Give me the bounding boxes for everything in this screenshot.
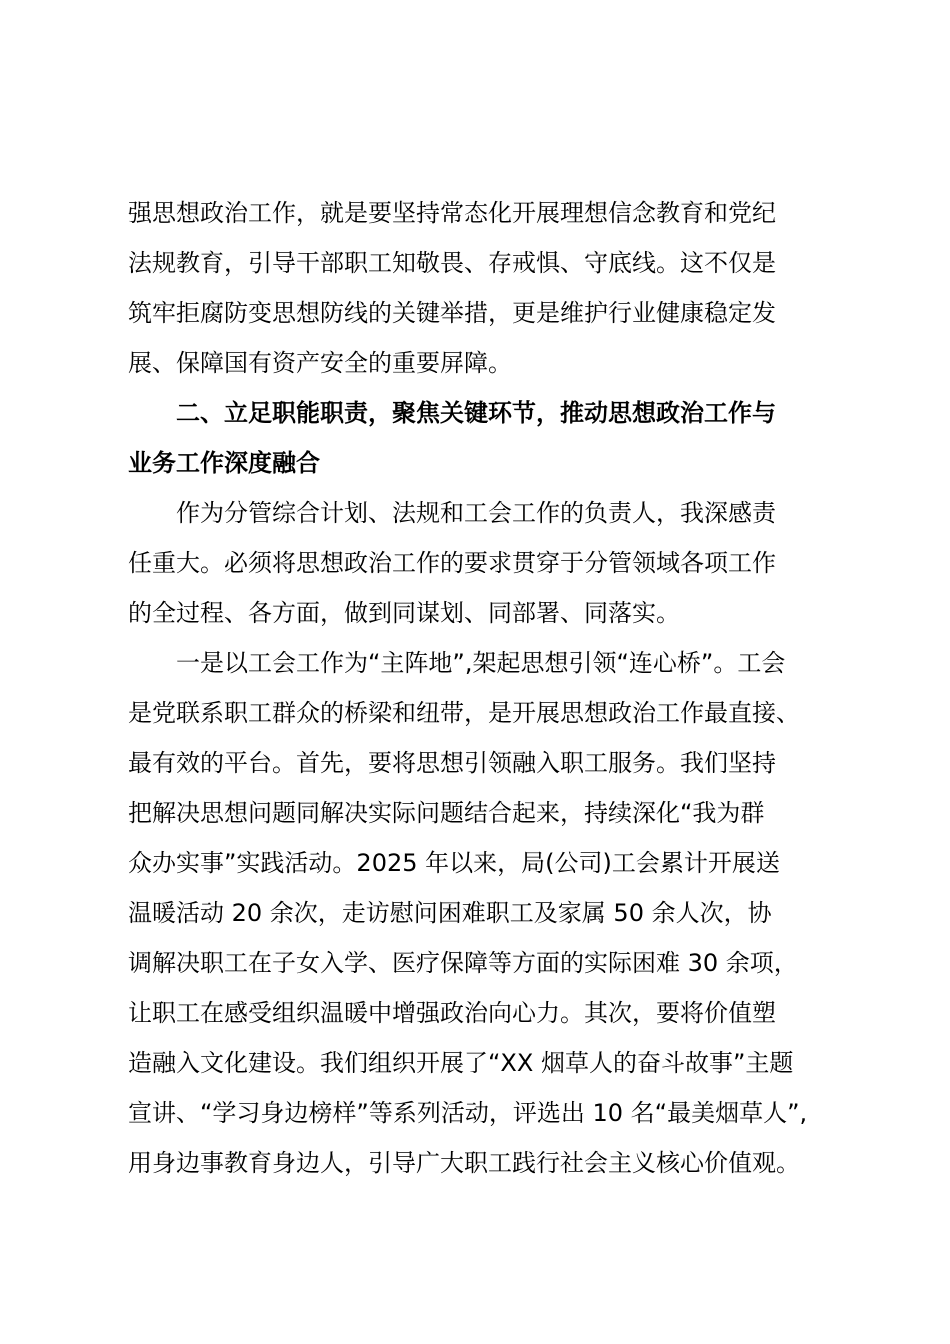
section-heading-line: 二、立足职能职责，聚焦关键环节，推动思想政治工作与 — [176, 399, 776, 427]
paragraph-line: 一是以工会工作为“主阵地”,架起思想引领“连心桥”。工会 — [176, 649, 786, 677]
paragraph-line: 造融入文化建设。我们组织开展了“XX 烟草人的奋斗故事”主题 — [128, 1049, 794, 1077]
paragraph-line: 作为分管综合计划、法规和工会工作的负责人，我深感责 — [176, 499, 776, 527]
paragraph-line: 的全过程、各方面，做到同谋划、同部署、同落实。 — [128, 599, 680, 627]
paragraph-line: 任重大。必须将思想政治工作的要求贯穿于分管领域各项工作 — [128, 549, 776, 577]
paragraph-line: 宣讲、“学习身边榜样”等系列活动，评选出 10 名“最美烟草人”, — [128, 1099, 808, 1127]
paragraph-line: 法规教育，引导干部职工知敬畏、存戒惧、守底线。这不仅是 — [128, 249, 776, 277]
paragraph-line: 最有效的平台。首先，要将思想引领融入职工服务。我们坚持 — [128, 749, 776, 777]
paragraph-line: 众办实事”实践活动。2025 年以来，局(公司)工会累计开展送 — [128, 849, 780, 877]
paragraph-line: 强思想政治工作，就是要坚持常态化开展理想信念教育和党纪 — [128, 199, 776, 227]
paragraph-line: 温暖活动 20 余次，走访慰问困难职工及家属 50 余人次，协 — [128, 899, 772, 927]
paragraph-line: 是党联系职工群众的桥梁和纽带，是开展思想政治工作最直接、 — [128, 699, 800, 727]
paragraph-line: 让职工在感受组织温暖中增强政治向心力。其次，要将价值塑 — [128, 999, 776, 1027]
paragraph-line: 调解决职工在子女入学、医疗保障等方面的实际困难 30 余项， — [128, 949, 798, 977]
section-heading-line: 业务工作深度融合 — [128, 449, 320, 477]
paragraph-line: 把解决思想问题同解决实际问题结合起来，持续深化“我为群 — [128, 799, 765, 827]
paragraph-line: 展、保障国有资产安全的重要屏障。 — [128, 349, 512, 377]
paragraph-line: 筑牢拒腐防变思想防线的关键举措，更是维护行业健康稳定发 — [128, 299, 776, 327]
paragraph-line: 用身边事教育身边人，引导广大职工践行社会主义核心价值观。 — [128, 1149, 800, 1177]
